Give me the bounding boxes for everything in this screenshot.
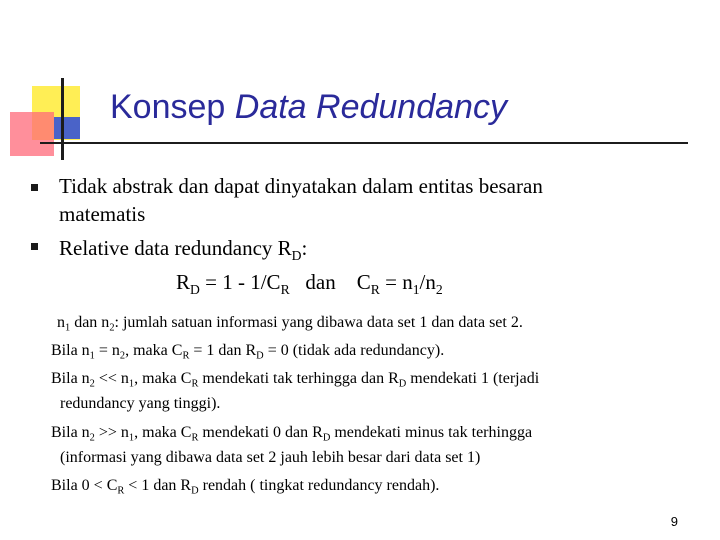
note-line-6: (informasi yang dibawa data set 2 jauh lebih besar dari data set 1) — [60, 449, 481, 466]
slide-logo-decoration — [0, 0, 110, 170]
note-line-2: Bila $n_1 = n_2$, maka $C_R = 1$ dan $R_D = 0$ (tidak ada redundancy). — [51, 342, 445, 362]
note-line-3: Bila $n_2 << n_1$, maka $C_R$ mendekati tak terhingga dan $R_D$ mendekati 1 (terjadi — [51, 370, 540, 390]
bullet-square-icon — [31, 184, 38, 191]
slide-title — [110, 88, 507, 127]
bullet-2-text: Relative data redundancy $R_D$: — [59, 236, 308, 263]
note-line-5: Bila $n_2 >> n_1$, maka $C_R$ mendekati 0 dan $R_D$ mendekati minus tak terhingga — [51, 424, 533, 444]
logo-red-square — [10, 112, 54, 156]
note-line-4: redundancy yang tinggi). — [60, 395, 221, 412]
title-italic: Data Redundancy — [234, 88, 507, 126]
bullet-1-line-1: Tidak abstrak dan dapat dinyatakan dalam entitas besaran — [59, 174, 543, 198]
logo-blue-square — [54, 117, 80, 139]
title-underline — [40, 142, 688, 144]
title-plain: Konsep — [110, 88, 235, 126]
bullet-1-line-2: matematis — [59, 202, 146, 226]
note-line-1: $n_1$ dan $n_2$: jumlah satuan informasi yang dibawa data set 1 dan data set 2. — [57, 314, 523, 334]
page-number: 9 — [670, 514, 678, 529]
logo-vertical-line — [61, 78, 64, 160]
bullet-square-icon — [31, 243, 38, 250]
note-line-7: Bila $0 < C_R < 1$ dan $R_D$ rendah ( tingkat redundancy rendah). — [51, 477, 440, 497]
redundancy-formula: $R_D = 1 - 1/C_R$ dan $C_R = n_1/n_2$ — [176, 270, 443, 297]
